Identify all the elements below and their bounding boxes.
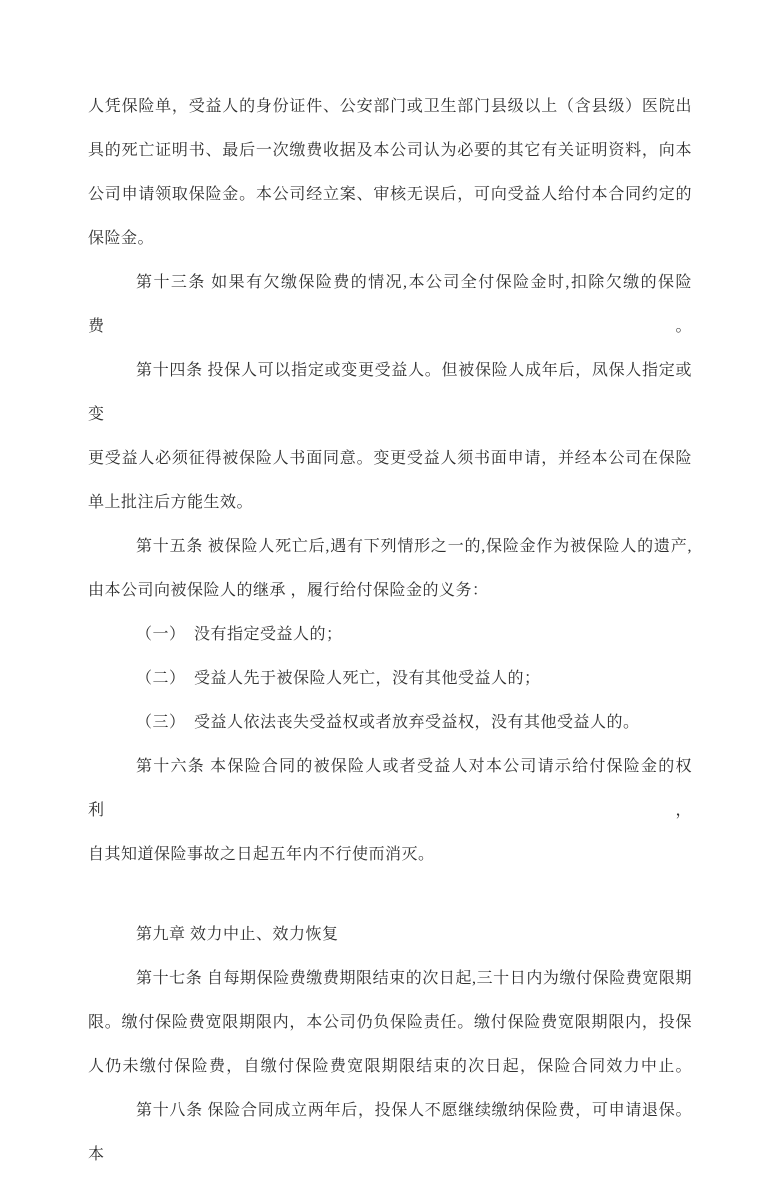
text-line: 人凭保险单，受益人的身份证件、公安部门或卫生部门县级以上（含县级）医院出 [88,98,692,115]
text-line: 第十八条 保险合同成立两年后，投保人不愿继续缴纳保险费，可申请退保。本 [88,1102,692,1163]
text-line: 第十三条 如果有欠缴保险费的情况,本公司全付保险金时,扣除欠缴的保险费。 [88,274,692,335]
text-line: 第十六条 本保险合同的被保险人或者受益人对本公司请示给付保险金的权利， [88,758,692,819]
chapter-heading: 第九章 效力中止、效力恢复 [136,926,339,943]
text-line: 更受益人必须征得被保险人书面同意。变更受益人须书面申请，并经本公司在保险 [88,450,692,467]
text-line: 人仍未缴付保险费，自缴付保险费宽限期限结束的次日起，保险合同效力中止。 [88,1058,692,1075]
text-line: （一） 没有指定受益人的； [136,626,343,643]
text-line: 具的死亡证明书、最后一次缴费收据及本公司认为必要的其它有关证明资料，向本 [88,142,692,159]
text-line: 自其知道保险事故之日起五年内不行使而消灭。 [88,846,435,863]
text-line: （二） 受益人先于被保险人死亡，没有其他受益人的； [136,670,541,687]
text-line: 公司申请领取保险金。本公司经立案、审核无误后，可向受益人给付本合同约定的 [88,186,692,203]
text-line: 限。缴付保险费宽限期限内，本公司仍负保险责任。缴付保险费宽限期限内，投保 [88,1014,692,1031]
text-line: 由本公司向被保险人的继承 ，履行给付保险金的义务： [88,582,489,599]
text-line: （三） 受益人依法丧失受益权或者放弃受益权，没有其他受益人的。 [136,714,640,731]
text-line: 第十七条 自每期保险费缴费期限结束的次日起,三十日内为缴付保险费宽限期 [136,970,692,987]
blank-line [88,877,692,913]
text-line: 第十四条 投保人可以指定或变更受益人。但被保险人成年后，凤保人指定或变 [88,362,692,423]
text-line: 单上批注后方能生效。 [88,494,254,511]
text-line: 第十五条 被保险人死亡后,遇有下列情形之一的,保险金作为被保险人的遗产, [136,538,692,555]
text-line: 保险金。 [88,230,155,247]
document-body [88,85,692,1177]
